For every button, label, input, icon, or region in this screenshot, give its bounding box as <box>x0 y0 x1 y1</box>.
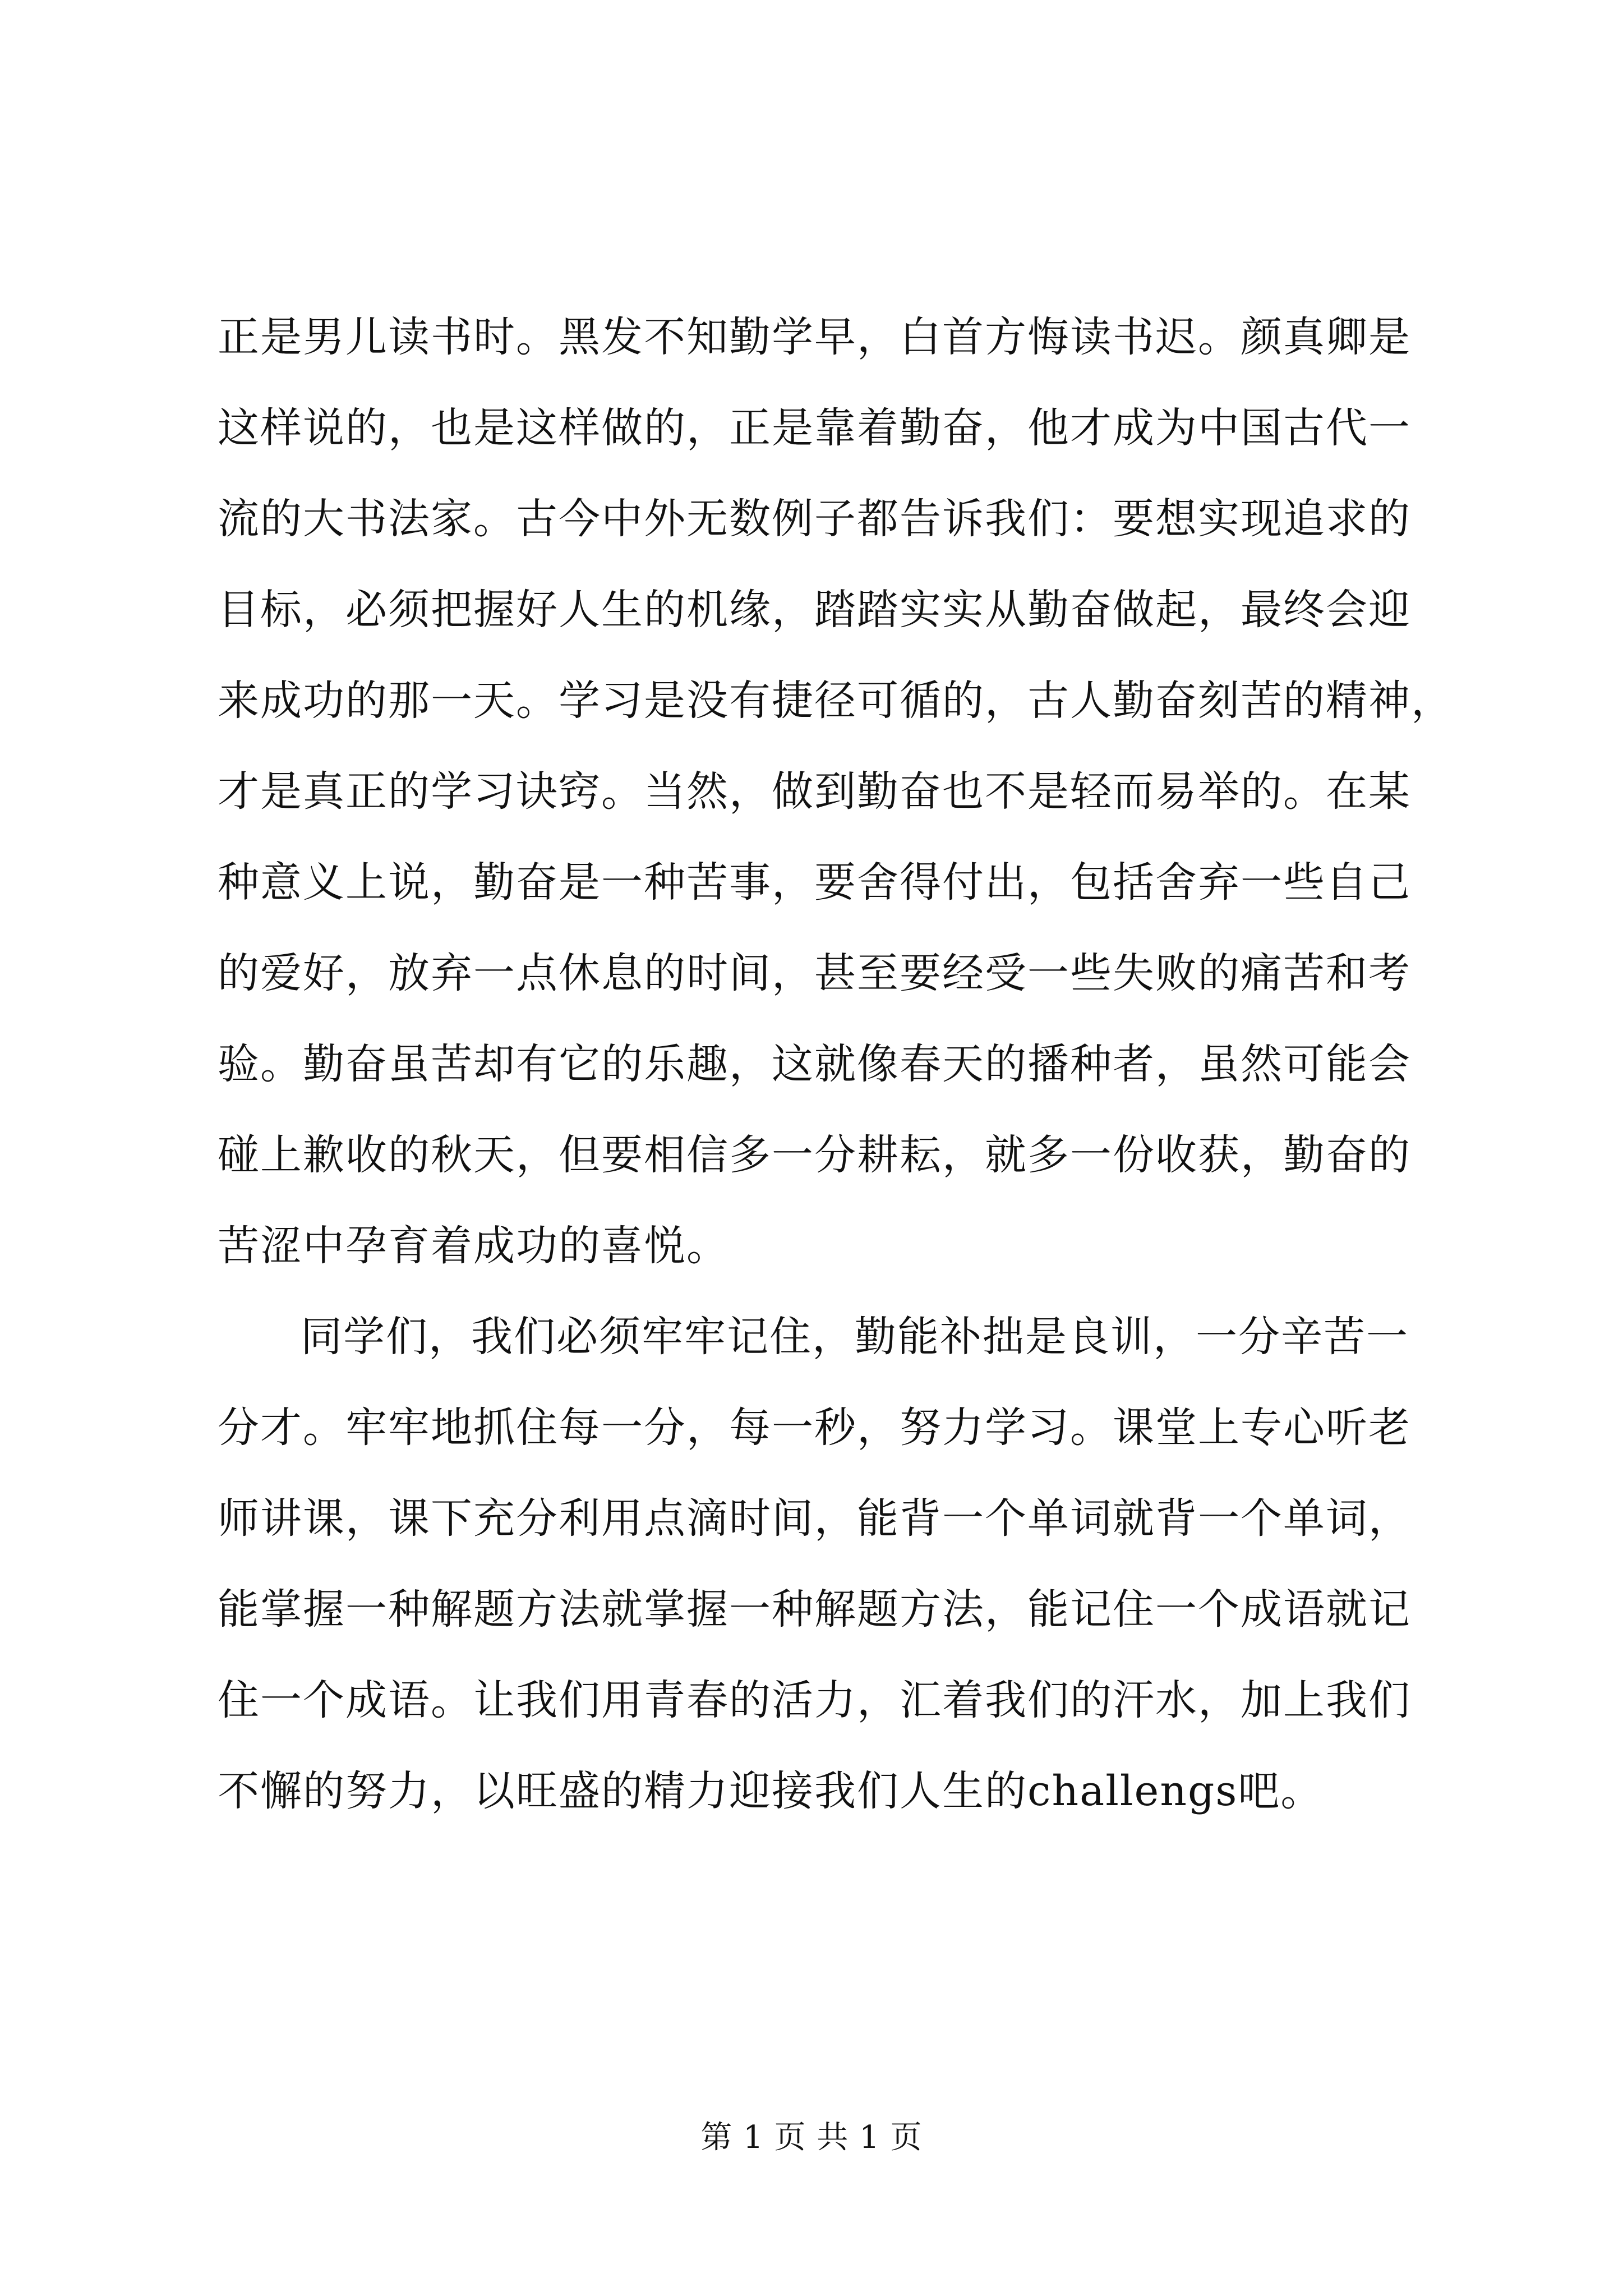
page-number-label: 第 1 页 共 1 页 <box>700 2119 923 2156</box>
paragraph-2 <box>218 1291 1429 1837</box>
document-body <box>218 292 1454 1837</box>
text-line: 才是真正的学习诀窍。当然，做到勤奋也不是轻而易举的。在某 <box>218 767 1411 816</box>
text-line: 碰上歉收的秋天，但要相信多一分耕耘，就多一份收获，勤奋的 <box>218 1131 1411 1179</box>
text-line: 苦涩中孕育着成功的喜悦。 <box>218 1222 729 1270</box>
text-line: 验。勤奋虽苦却有它的乐趣，这就像春天的播种者，虽然可能会 <box>218 1040 1411 1088</box>
page-footer <box>0 2118 1623 2157</box>
text-line: 住一个成语。让我们用青春的活力，汇着我们的汗水，加上我们 <box>218 1676 1411 1724</box>
paragraph-1 <box>218 292 1454 1291</box>
text-line: 分才。牢牢地抓住每一分，每一秒，努力学习。课堂上专心听老 <box>218 1404 1411 1452</box>
text-line: 这样说的，也是这样做的，正是靠着勤奋，他才成为中国古代一 <box>218 404 1411 452</box>
text-line: 能掌握一种解题方法就掌握一种解题方法，能记住一个成语就记 <box>218 1585 1411 1634</box>
text-line: 目标，必须把握好人生的机缘，踏踏实实从勤奋做起，最终会迎 <box>218 586 1411 634</box>
text-line: 正是男儿读书时。黑发不知勤学早，白首方悔读书迟。颜真卿是 <box>218 313 1411 361</box>
text-line: 来成功的那一天。学习是没有捷径可循的，古人勤奋刻苦的精神， <box>218 677 1454 725</box>
text-line: 种意义上说，勤奋是一种苦事，要舍得付出，包括舍弃一些自己 <box>218 858 1411 907</box>
text-line: 流的大书法家。古今中外无数例子都告诉我们：要想实现追求的 <box>218 495 1411 543</box>
text-line: 的爱好，放弃一点休息的时间，甚至要经受一些失败的痛苦和考 <box>218 949 1411 997</box>
text-line: 同学们，我们必须牢牢记住，勤能补拙是良训，一分辛苦一 <box>301 1313 1409 1361</box>
text-line: 师讲课，课下充分利用点滴时间，能背一个单词就背一个单词， <box>218 1494 1411 1543</box>
text-line: 不懈的努力，以旺盛的精力迎接我们人生的challengs吧。 <box>218 1767 1324 1815</box>
